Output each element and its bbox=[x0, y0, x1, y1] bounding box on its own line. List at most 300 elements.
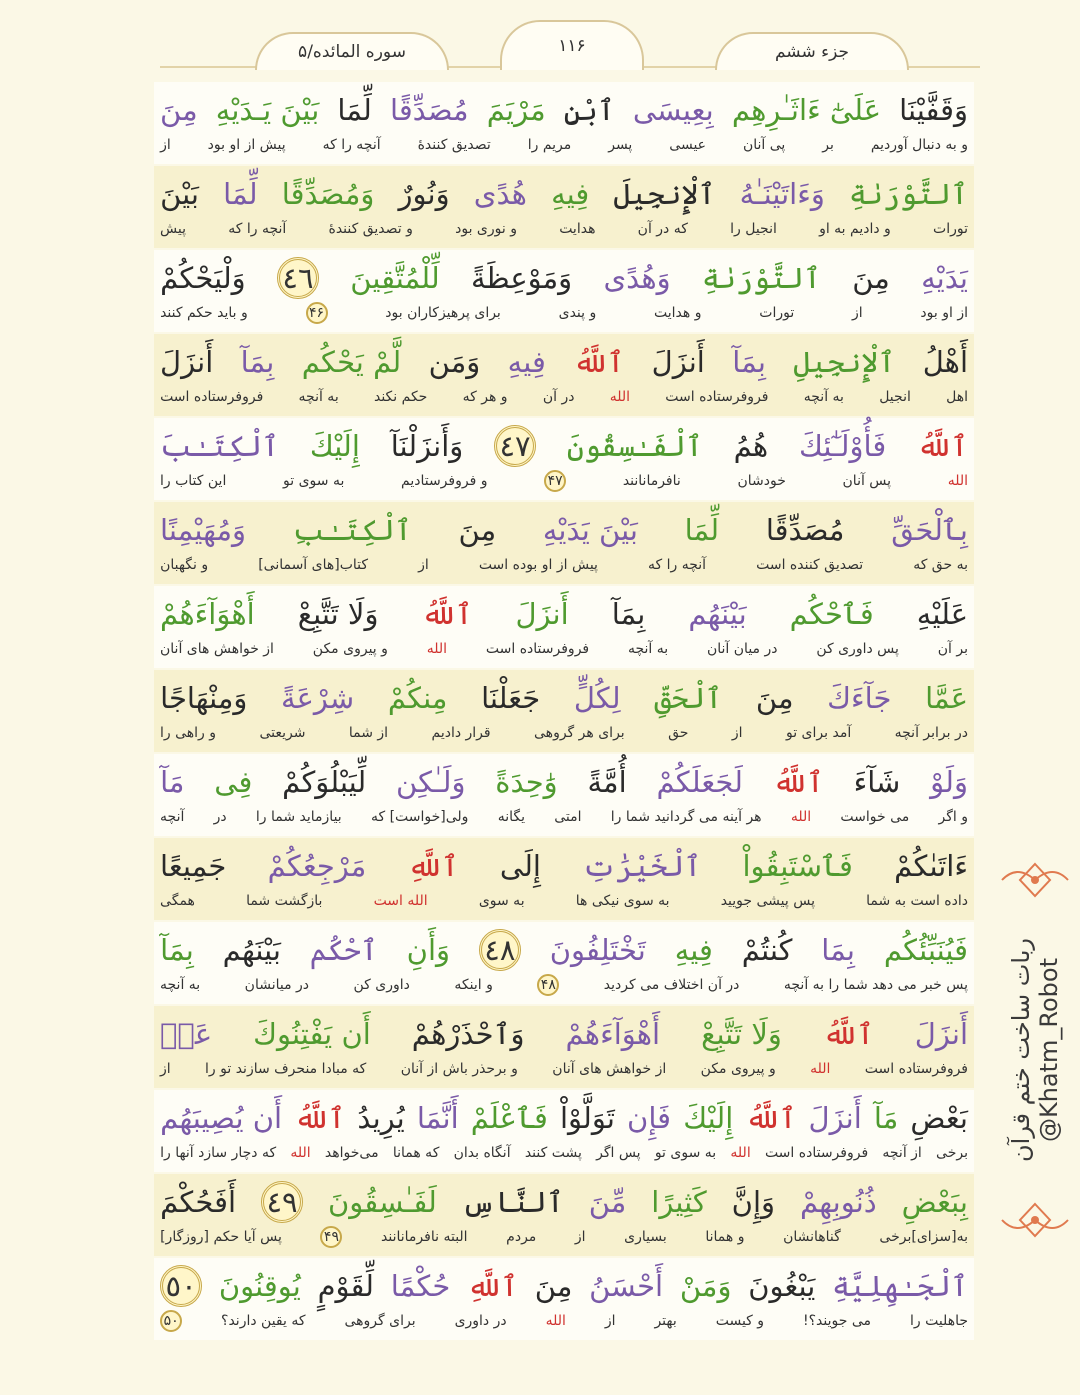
translation-word: در bbox=[213, 809, 227, 825]
translation-word: و فروفرستادیم bbox=[401, 473, 488, 489]
verse-line bbox=[154, 754, 974, 836]
translation-word: و پیروی مکن bbox=[312, 641, 388, 657]
arabic-word: بِمَآ bbox=[240, 345, 275, 379]
arabic-word: وَإِنَّ bbox=[731, 1185, 775, 1219]
translation-word: آنچه را که bbox=[322, 137, 381, 153]
verse-line bbox=[154, 670, 974, 752]
arabic-word: جَمِيعًا bbox=[160, 849, 227, 883]
arabic-word: عَنۢ bbox=[160, 1017, 213, 1051]
translation-row bbox=[154, 1310, 974, 1332]
translation-word: خودشان bbox=[737, 473, 786, 489]
arabic-word: بِمَآ bbox=[160, 933, 194, 967]
arabic-word: إِلَيْكَ bbox=[683, 1101, 734, 1135]
arabic-word: مَرْجِعُكُمْ bbox=[267, 849, 367, 883]
translation-word: به آنچه bbox=[803, 389, 844, 405]
arabic-word: أَنزَلَ bbox=[914, 1017, 968, 1051]
arabic-word: بَيْنَ يَدَيْهِ bbox=[542, 513, 638, 547]
ornament-bottom-icon bbox=[992, 1200, 1078, 1240]
translation-word: پس آنان bbox=[842, 473, 892, 489]
arabic-word: لِّمَا bbox=[223, 177, 258, 211]
translation-row bbox=[154, 1226, 974, 1248]
translation-word: پس آیا حکم [روزگار] bbox=[160, 1229, 282, 1245]
arabic-word: ٱلْإِنجِيلِ bbox=[793, 345, 896, 379]
translation-word: و نوری بود bbox=[455, 221, 517, 237]
arabic-word: هُدًى bbox=[473, 177, 527, 211]
arabic-word: مَرْيَمَ bbox=[486, 93, 546, 127]
translation-word: و نگهبان bbox=[160, 557, 209, 573]
arabic-row bbox=[154, 1180, 974, 1224]
arabic-word: فَٱسْتَبِقُواْ bbox=[742, 849, 853, 883]
arabic-word: أَهْلُ bbox=[922, 345, 968, 379]
arabic-word: بِمَآ bbox=[611, 597, 646, 631]
translation-word: از bbox=[418, 557, 429, 573]
translation-word: از خواهش های آنان bbox=[552, 1061, 667, 1077]
translation-row bbox=[154, 134, 974, 156]
arabic-word: مُصَدِّقًا bbox=[389, 93, 469, 127]
translation-word: فروفرستاده است bbox=[485, 641, 590, 657]
arabic-row bbox=[154, 928, 974, 972]
arabic-word: جَآءَكَ bbox=[827, 681, 892, 715]
translation-word: آنچه را که bbox=[648, 557, 707, 573]
arabic-word: شِرْعَةً bbox=[281, 681, 355, 715]
page-header bbox=[160, 14, 980, 80]
ornament-top-icon bbox=[992, 860, 1078, 900]
verse-line bbox=[154, 922, 974, 1004]
ayah-number-small: ۵۰ bbox=[160, 1310, 182, 1332]
arabic-word: وَلَا تَتَّبِعْ bbox=[297, 597, 379, 631]
arabic-word: عَلَيْهِ bbox=[916, 597, 968, 631]
arabic-word: ذُنُوبِهِمْ bbox=[799, 1185, 877, 1219]
arabic-row bbox=[154, 760, 974, 804]
translation-word: پس اگر bbox=[596, 1145, 641, 1161]
translation-word: از bbox=[574, 1229, 586, 1245]
arabic-word: مِنَ bbox=[160, 93, 198, 127]
translation-word: به[سزای]برخی bbox=[879, 1229, 968, 1245]
translation-word: هر آینه می گردانید شما را bbox=[610, 809, 762, 825]
translation-word: و هدایت bbox=[654, 305, 702, 321]
translation-word: بازگشت شما bbox=[246, 893, 323, 909]
arabic-word: أَن يَفْتِنُوكَ bbox=[253, 1017, 371, 1051]
translation-word: برخی bbox=[936, 1145, 968, 1161]
translation-word: البته نافرمانانند bbox=[381, 1229, 468, 1245]
translation-word: تورات bbox=[933, 221, 968, 237]
translation-word: الله bbox=[545, 1313, 566, 1329]
translation-word: پس خبر می دهد شما را به آنچه bbox=[783, 977, 968, 993]
arabic-word: فِيهِ bbox=[674, 933, 713, 967]
translation-word: به سوی تو bbox=[654, 1145, 717, 1161]
translation-word: به آنچه bbox=[298, 389, 339, 405]
translation-word: تصدیق کنندهٔ bbox=[417, 137, 491, 153]
translation-word: و دادیم به او bbox=[819, 221, 891, 237]
arabic-word: لَجَعَلَكُمْ bbox=[656, 765, 743, 799]
verse-line bbox=[154, 838, 974, 920]
translation-word: در آن اختلاف می کردید bbox=[603, 977, 740, 993]
translation-row bbox=[154, 1142, 974, 1164]
translation-word: فروفرستاده است bbox=[665, 389, 769, 405]
translation-word: و هر که bbox=[462, 389, 508, 405]
arabic-word: أُمَّةً bbox=[587, 765, 627, 799]
arabic-word: عَمَّا bbox=[925, 681, 968, 715]
translation-word: آنچه bbox=[160, 809, 185, 825]
arabic-word: وَلَا تَتَّبِعْ bbox=[701, 1017, 782, 1051]
arabic-word: ٱللَّهُ bbox=[421, 597, 473, 631]
translation-word: از او بود bbox=[920, 305, 968, 321]
arabic-row bbox=[154, 172, 974, 216]
translation-word: به حق که bbox=[913, 557, 968, 573]
translation-row bbox=[154, 806, 974, 828]
verse-line bbox=[154, 1090, 974, 1172]
translation-word: بر bbox=[822, 137, 834, 153]
translation-row bbox=[154, 890, 974, 912]
translation-row bbox=[154, 218, 974, 240]
arabic-word: مُصَدِّقًا bbox=[765, 513, 845, 547]
arabic-word: مِنَ bbox=[458, 513, 497, 547]
translation-word: و راهی را bbox=[160, 725, 217, 741]
arabic-row bbox=[154, 424, 974, 468]
arabic-word: وَٱحْذَرْهُمْ bbox=[411, 1017, 525, 1051]
arabic-word: وَلَـٰكِن bbox=[396, 765, 466, 799]
watermark-title: ربات ساخت ختم قرآن bbox=[1007, 938, 1035, 1162]
arabic-word: أَنزَلَ bbox=[808, 1101, 862, 1135]
translation-word: و اینکه bbox=[454, 977, 493, 993]
arabic-word: بِبَعْضِ bbox=[901, 1185, 968, 1219]
arabic-word: ٱلْفَـٰسِقُونَ bbox=[566, 429, 703, 463]
arabic-word: أَنزَلَ bbox=[160, 345, 214, 379]
arabic-word: مِّنَ bbox=[588, 1185, 627, 1219]
arabic-word: وَمِنْهَاجًا bbox=[160, 681, 248, 715]
translation-row bbox=[154, 722, 974, 744]
translation-word: که همانا bbox=[392, 1145, 440, 1161]
arabic-word: هُمُ bbox=[733, 429, 769, 463]
side-watermark bbox=[992, 860, 1078, 1240]
translation-word: برای گروهی bbox=[344, 1313, 416, 1329]
translation-row bbox=[154, 554, 974, 576]
translation-word: داوری کن bbox=[353, 977, 410, 993]
arabic-row bbox=[154, 256, 974, 300]
translation-word: و باید حکم کنند bbox=[160, 305, 248, 321]
arabic-word: وَمَوْعِظَةً bbox=[471, 261, 573, 295]
translation-word: در میانشان bbox=[244, 977, 310, 993]
arabic-word: وَمُهَيْمِنًا bbox=[160, 513, 247, 547]
arabic-row bbox=[154, 1264, 974, 1308]
translation-word: الله bbox=[290, 1145, 311, 1161]
verse-line bbox=[154, 334, 974, 416]
translation-word: پسر bbox=[608, 137, 633, 153]
watermark-text bbox=[1007, 938, 1063, 1162]
ayah-number-marker: ٤٩ bbox=[261, 1181, 303, 1223]
translation-word: حکم نکند bbox=[373, 389, 428, 405]
translation-word: آمد برای تو bbox=[785, 725, 852, 741]
translation-word: این کتاب را bbox=[160, 473, 227, 489]
arabic-word: ٱللَّهُ bbox=[745, 1101, 797, 1135]
arabic-word: لَّمْ يَحْكُم bbox=[301, 345, 402, 379]
verse-line bbox=[154, 1174, 974, 1256]
translation-word: پی آنان bbox=[742, 137, 786, 153]
translation-word: و پیروی مکن bbox=[700, 1061, 776, 1077]
arabic-word: جَعَلْنَا bbox=[481, 681, 541, 715]
arabic-word: تَوَلَّوْاْ bbox=[559, 1101, 615, 1135]
arabic-word: ٱبْنِ bbox=[563, 93, 615, 127]
arabic-word: ٱللَّهِ bbox=[407, 849, 459, 883]
translation-word: که دچار سازد آنها را bbox=[160, 1145, 277, 1161]
arabic-word: ٱللَّهُ bbox=[822, 1017, 874, 1051]
translation-word: بیازماید شما را bbox=[255, 809, 342, 825]
translation-word: شریعتی bbox=[259, 725, 306, 741]
translation-word: قرار دادیم bbox=[431, 725, 491, 741]
translation-word: برای هر گروهی bbox=[534, 725, 625, 741]
arabic-word: فَأُوْلَـٰٓئِكَ bbox=[798, 429, 887, 463]
translation-word: هدایت bbox=[559, 221, 596, 237]
translation-word: مردم bbox=[506, 1229, 537, 1245]
watermark-handle: @Khatm_Robot bbox=[1035, 957, 1063, 1143]
translation-word: از شما bbox=[348, 725, 389, 741]
translation-row bbox=[154, 1058, 974, 1080]
arabic-word: أَهْوَآءَهُمْ bbox=[160, 597, 255, 631]
arabic-word: وَٰحِدَةً bbox=[495, 765, 558, 799]
arabic-word: ٱلْكِتَـٰبِ bbox=[292, 513, 412, 547]
ayah-number-marker: ٤٧ bbox=[494, 425, 536, 467]
arabic-word: فِيهِ bbox=[551, 177, 590, 211]
arabic-word: بِمَآ bbox=[732, 345, 766, 379]
arabic-word: ءَاتَىٰكُمْ bbox=[894, 849, 968, 883]
translation-word: در میان آنان bbox=[706, 641, 778, 657]
translation-word: ولی[خواست] که bbox=[370, 809, 469, 825]
translation-word: و تصدیق کنندهٔ bbox=[328, 221, 413, 237]
translation-word: نافرمانانند bbox=[622, 473, 681, 489]
arabic-word: ٱحْكُم bbox=[309, 933, 378, 967]
arabic-word: أَفَحُكْمَ bbox=[160, 1185, 237, 1219]
translation-word: بر آن bbox=[937, 641, 968, 657]
arabic-word: أَنزَلَ bbox=[651, 345, 705, 379]
translation-word: به سوی bbox=[478, 893, 525, 909]
translation-word: تصدیق کننده است bbox=[756, 557, 864, 573]
ayah-number-small: ۴۷ bbox=[544, 470, 566, 492]
arabic-row bbox=[154, 508, 974, 552]
translation-word: اهل bbox=[946, 389, 968, 405]
arabic-word: حُكْمًا bbox=[390, 1269, 451, 1303]
translation-word: عیسی bbox=[669, 137, 707, 153]
verse-line bbox=[154, 586, 974, 668]
translation-word: یگانه bbox=[497, 809, 525, 825]
ayah-number-small: ۴۸ bbox=[537, 974, 559, 996]
translation-word: که یقین دارند؟ bbox=[221, 1313, 306, 1329]
arabic-word: وَءَاتَيْنَـٰهُ bbox=[739, 177, 825, 211]
translation-word: برای پرهیزکاران بود bbox=[385, 305, 501, 321]
arabic-word: يَدَيْهِ bbox=[921, 261, 968, 295]
arabic-word: ٱللَّهِ bbox=[467, 1269, 519, 1303]
arabic-word: ٱللَّهُ bbox=[772, 765, 824, 799]
arabic-word: أَهْوَآءَهُمْ bbox=[565, 1017, 661, 1051]
arabic-word: مِنَ bbox=[534, 1269, 573, 1303]
arabic-word: أَنَّمَا bbox=[416, 1101, 459, 1135]
arabic-word: وَلَوْ bbox=[930, 765, 968, 799]
translation-word: از bbox=[160, 137, 171, 153]
translation-word: بهتر bbox=[654, 1313, 677, 1329]
translation-word: از آنچه bbox=[882, 1145, 922, 1161]
translation-word: و اگر bbox=[938, 809, 968, 825]
arabic-word: بِٱلْحَقِّ bbox=[891, 513, 968, 547]
arabic-word: مِنَ bbox=[852, 261, 890, 295]
translation-word: انجیل bbox=[879, 389, 911, 405]
arabic-word: فَيُنَبِّئُكُم bbox=[883, 933, 968, 967]
verse-line bbox=[154, 418, 974, 500]
translation-word: تورات bbox=[759, 305, 795, 321]
arabic-word: وَمَن bbox=[428, 345, 481, 379]
translation-word: در داوری bbox=[454, 1313, 507, 1329]
translation-row bbox=[154, 974, 974, 996]
arabic-word: فِى bbox=[214, 765, 253, 799]
ayah-number-marker: ٥٠ bbox=[160, 1265, 202, 1307]
translation-word: الله bbox=[730, 1145, 751, 1161]
arabic-word: فَإِن bbox=[627, 1101, 672, 1135]
arabic-word: وَأَنِ bbox=[406, 933, 450, 967]
arabic-word: عَلَىٰٓ ءَاثَـٰرِهِم bbox=[731, 93, 881, 127]
translation-word: پیش از او بود bbox=[207, 137, 286, 153]
translation-word: که در آن bbox=[637, 221, 688, 237]
arabic-word: ٱللَّهُ bbox=[294, 1101, 346, 1135]
juz-label: جزء ششم bbox=[715, 32, 909, 70]
arabic-word: لِّمَا bbox=[684, 513, 720, 547]
translation-word: الله bbox=[426, 641, 448, 657]
arabic-row bbox=[154, 340, 974, 384]
arabic-word: وَمُصَدِّقًا bbox=[281, 177, 375, 211]
translation-word: همگی bbox=[160, 893, 195, 909]
translation-word: و برحذر باش از آنان bbox=[400, 1061, 518, 1077]
arabic-word: مَآ bbox=[873, 1101, 899, 1135]
arabic-row bbox=[154, 1096, 974, 1140]
arabic-word: لِّلْمُتَّقِينَ bbox=[350, 261, 440, 295]
arabic-word: إِلَى bbox=[499, 849, 541, 883]
arabic-row bbox=[154, 592, 974, 636]
arabic-word: تَخْتَلِفُونَ bbox=[549, 933, 646, 967]
translation-word: و کیست bbox=[715, 1313, 765, 1329]
text-lines bbox=[154, 82, 974, 1342]
translation-word: از خواهش های آنان bbox=[160, 641, 274, 657]
translation-word: امتی bbox=[554, 809, 582, 825]
translation-word: الله bbox=[609, 389, 631, 405]
arabic-word: مِنكُمْ bbox=[387, 681, 448, 715]
arabic-word: وَأَنزَلْنَآ bbox=[390, 429, 464, 463]
translation-word: کتاب[های آسمانی] bbox=[258, 557, 369, 573]
arabic-word: مِنَ bbox=[755, 681, 794, 715]
translation-word: پیش از او بوده است bbox=[478, 557, 598, 573]
translation-word: الله bbox=[790, 809, 812, 825]
page-number: ۱۱۶ bbox=[500, 20, 644, 70]
arabic-row bbox=[154, 1012, 974, 1056]
translation-word: الله bbox=[810, 1061, 831, 1077]
translation-word: آنگاه بدان bbox=[453, 1145, 511, 1161]
ayah-number-small: ۴۶ bbox=[306, 302, 328, 324]
translation-word: از bbox=[731, 725, 743, 741]
arabic-word: يُرِيدُ bbox=[357, 1101, 405, 1135]
arabic-word: ٱلْحَقِّ bbox=[654, 681, 723, 715]
arabic-word: لِّمَا bbox=[337, 93, 372, 127]
arabic-word: لِكُلٍّ bbox=[573, 681, 621, 715]
arabic-word: لَفَـٰسِقُونَ bbox=[328, 1185, 437, 1219]
translation-word: در آن bbox=[542, 389, 575, 405]
arabic-row bbox=[154, 844, 974, 888]
verse-line bbox=[154, 1006, 974, 1088]
ayah-number-marker: ٤٨ bbox=[479, 929, 521, 971]
translation-row bbox=[154, 470, 974, 492]
arabic-word: بَيْنَ bbox=[160, 177, 200, 211]
arabic-word: ٱلنَّاسِ bbox=[461, 1185, 564, 1219]
arabic-word: وَلْيَحْكُمْ bbox=[160, 261, 246, 295]
verse-line bbox=[154, 1258, 974, 1340]
arabic-row bbox=[154, 88, 974, 132]
arabic-word: يَبْغُونَ bbox=[748, 1269, 816, 1303]
translation-row bbox=[154, 302, 974, 324]
arabic-word: يُوقِنُونَ bbox=[218, 1269, 301, 1303]
translation-row bbox=[154, 638, 974, 660]
arabic-word: كَثِيرًا bbox=[651, 1185, 707, 1219]
translation-word: و به دنبال آوردیم bbox=[870, 137, 968, 153]
translation-word: می‌خواهد bbox=[324, 1145, 379, 1161]
translation-word: داده است به شما bbox=[866, 893, 968, 909]
translation-word: می خواست bbox=[840, 809, 910, 825]
ayah-number-marker: ٤٦ bbox=[277, 257, 319, 299]
translation-word: به آنچه bbox=[160, 977, 201, 993]
arabic-word: بَعْضِ bbox=[910, 1101, 968, 1135]
arabic-word: وَقَفَّيْنَا bbox=[899, 93, 968, 127]
arabic-word: ٱلْجَـٰهِلِيَّةِ bbox=[832, 1269, 968, 1303]
translation-word: می جویند؟! bbox=[803, 1313, 872, 1329]
translation-word: پیش bbox=[160, 221, 187, 237]
translation-word: در برابر آنچه bbox=[894, 725, 968, 741]
arabic-word: أَحْسَنُ bbox=[589, 1269, 664, 1303]
translation-word: از bbox=[604, 1313, 616, 1329]
translation-word: مریم را bbox=[527, 137, 572, 153]
translation-word: جاهلیت را bbox=[909, 1313, 968, 1329]
arabic-word: فَٱعْلَمْ bbox=[470, 1101, 548, 1135]
arabic-word: ٱلتَّوْرَىٰةِ bbox=[849, 177, 968, 211]
translation-word: به سوی تو bbox=[283, 473, 345, 489]
surah-label: سوره المائده/۵ bbox=[255, 32, 449, 70]
arabic-word: ٱلتَّوْرَىٰةِ bbox=[701, 261, 821, 295]
verse-line bbox=[154, 250, 974, 332]
translation-word: انجیل را bbox=[730, 221, 777, 237]
translation-word: پس پیشی جویید bbox=[720, 893, 815, 909]
translation-word: بسیاری bbox=[624, 1229, 667, 1245]
arabic-word: بِمَا bbox=[821, 933, 855, 967]
translation-word: پشت کنند bbox=[524, 1145, 582, 1161]
translation-word: الله bbox=[947, 473, 968, 489]
arabic-word: ٱللَّهُ bbox=[917, 429, 968, 463]
arabic-word: فِيهِ bbox=[507, 345, 546, 379]
translation-word: فروفرستاده است bbox=[764, 1145, 869, 1161]
translation-word: و همانا bbox=[705, 1229, 745, 1245]
translation-word: که مبادا منحرف سازند تو را bbox=[205, 1061, 367, 1077]
translation-word: گناهانشان bbox=[783, 1229, 841, 1245]
arabic-word: بَيْنَهُم bbox=[688, 597, 747, 631]
arabic-word: بَيْنَهُم bbox=[222, 933, 281, 967]
translation-word: از bbox=[160, 1061, 171, 1077]
arabic-word: وَمَنْ bbox=[679, 1269, 732, 1303]
arabic-word: بَيْنَ يَـدَيْهِ bbox=[215, 93, 320, 127]
arabic-word: لِّقَوْمٍ bbox=[317, 1269, 375, 1303]
arabic-word: ٱلْكِتَـٰبَ bbox=[160, 429, 280, 463]
arabic-word: ٱلْخَيْرَٰتِ bbox=[582, 849, 702, 883]
arabic-word: ٱلْإِنجِيلَ bbox=[613, 177, 716, 211]
arabic-word: مَآ bbox=[160, 765, 185, 799]
translation-row bbox=[154, 386, 974, 408]
arabic-word: وَنُورٌ bbox=[398, 177, 450, 211]
verse-line bbox=[154, 166, 974, 248]
arabic-word: لِّيَبْلُوَكُمْ bbox=[282, 765, 367, 799]
arabic-word: أَن يُصِيبَهُم bbox=[160, 1101, 283, 1135]
arabic-row bbox=[154, 676, 974, 720]
translation-word: فروفرستاده است bbox=[864, 1061, 968, 1077]
